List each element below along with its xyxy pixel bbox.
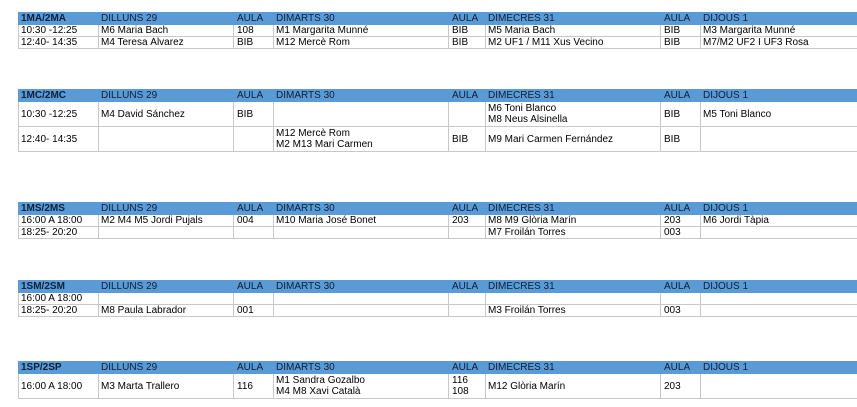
cell-line: M3 Froilán Torres bbox=[488, 305, 566, 316]
cell-line: M2 M4 M5 Jordi Pujals bbox=[101, 215, 203, 226]
cell-line: 108 bbox=[237, 25, 254, 36]
schedule-row bbox=[19, 25, 857, 37]
cell-line: 003 bbox=[664, 305, 681, 316]
aula-header: AULA bbox=[234, 90, 274, 102]
schedule-header-row bbox=[19, 362, 857, 374]
tuesday-aula-cell bbox=[449, 127, 486, 152]
schedule-row bbox=[19, 127, 857, 152]
cell-line: M8 Neus Alsinella bbox=[488, 114, 568, 125]
cell-line: M4 Teresa Álvarez bbox=[101, 37, 184, 48]
cell-line: M2 M13 Mari Carmen bbox=[276, 139, 373, 150]
monday-cell bbox=[99, 293, 234, 305]
tuesday-cell bbox=[274, 37, 449, 49]
cell-line: 116 bbox=[452, 375, 468, 386]
monday-cell bbox=[99, 305, 234, 317]
day-header: DIJOUS 1 bbox=[701, 281, 857, 293]
thursday-cell bbox=[701, 305, 857, 317]
monday-aula-cell bbox=[234, 293, 274, 305]
time-cell: 18:25- 20:20 bbox=[19, 227, 99, 239]
cell-line: 003 bbox=[664, 227, 681, 238]
time-cell: 12:40- 14:35 bbox=[19, 37, 99, 49]
time-cell: 16:00 A 18:00 bbox=[19, 374, 99, 399]
time-cell: 10:30 -12:25 bbox=[19, 102, 99, 127]
group-label: 1SM/2SM bbox=[19, 281, 99, 293]
tuesday-aula-cell bbox=[449, 227, 486, 239]
day-header: DIMARTS 30 bbox=[274, 13, 449, 25]
cell-line: M9 Mari Carmen Fernández bbox=[488, 133, 614, 145]
thursday-cell bbox=[701, 215, 857, 227]
time-cell: 16:00 A 18:00 bbox=[19, 293, 99, 305]
cell-line: M1 Margarita Munné bbox=[276, 25, 369, 36]
cell-line: M6 Jordi Tàpia bbox=[703, 215, 769, 226]
day-header: DIMECRES 31 bbox=[486, 203, 661, 215]
monday-cell bbox=[99, 37, 234, 49]
schedule-row bbox=[19, 37, 857, 49]
cell-line: BIB bbox=[664, 133, 681, 145]
wednesday-cell bbox=[486, 25, 661, 37]
tuesday-aula-cell bbox=[449, 37, 486, 49]
day-header: DILLUNS 29 bbox=[99, 13, 234, 25]
schedule-header-row bbox=[19, 281, 857, 293]
cell-line: M7/M2 UF2 I UF3 Rosa bbox=[703, 37, 809, 48]
wednesday-aula-cell bbox=[661, 374, 701, 399]
monday-aula-cell bbox=[234, 227, 274, 239]
group-label: 1SP/2SP bbox=[19, 362, 99, 374]
tuesday-cell bbox=[274, 102, 449, 127]
time-cell: 18:25- 20:20 bbox=[19, 305, 99, 317]
wednesday-aula-cell bbox=[661, 227, 701, 239]
cell-line: M4 David Sánchez bbox=[101, 108, 185, 120]
wednesday-aula-cell bbox=[661, 37, 701, 49]
cell-line: BIB bbox=[237, 37, 254, 48]
wednesday-cell bbox=[486, 215, 661, 227]
monday-cell bbox=[99, 227, 234, 239]
schedule-row bbox=[19, 374, 857, 399]
cell-line: M12 Mercè Rom bbox=[276, 128, 350, 139]
tuesday-aula-cell bbox=[449, 293, 486, 305]
cell-line: BIB bbox=[237, 108, 254, 120]
schedule-table-1ms-2ms bbox=[18, 202, 857, 239]
cell-line: 203 bbox=[664, 215, 681, 226]
day-header: DIJOUS 1 bbox=[701, 362, 857, 374]
day-header: DIMECRES 31 bbox=[486, 281, 661, 293]
day-header: DIJOUS 1 bbox=[701, 90, 857, 102]
cell-line: M4 M8 Xavi Català bbox=[276, 386, 361, 397]
day-header: DIMARTS 30 bbox=[274, 281, 449, 293]
aula-header: AULA bbox=[661, 281, 701, 293]
cell-line: 116 bbox=[237, 380, 253, 392]
tuesday-cell bbox=[274, 227, 449, 239]
monday-aula-cell bbox=[234, 25, 274, 37]
day-header: DIJOUS 1 bbox=[701, 203, 857, 215]
cell-line: M10 Maria José Bonet bbox=[276, 215, 377, 226]
schedule-header-row bbox=[19, 203, 857, 215]
monday-aula-cell bbox=[234, 374, 274, 399]
cell-line: BIB bbox=[664, 37, 681, 48]
monday-cell bbox=[99, 102, 234, 127]
thursday-cell bbox=[701, 227, 857, 239]
day-header: DIMARTS 30 bbox=[274, 90, 449, 102]
day-header: DIMECRES 31 bbox=[486, 362, 661, 374]
aula-header: AULA bbox=[449, 90, 486, 102]
day-header: DIJOUS 1 bbox=[701, 13, 857, 25]
wednesday-aula-cell bbox=[661, 305, 701, 317]
cell-line: M12 Glòria Marín bbox=[488, 380, 566, 392]
aula-header: AULA bbox=[234, 281, 274, 293]
wednesday-cell bbox=[486, 305, 661, 317]
wednesday-aula-cell bbox=[661, 127, 701, 152]
schedule-row bbox=[19, 227, 857, 239]
day-header: DILLUNS 29 bbox=[99, 362, 234, 374]
aula-header: AULA bbox=[661, 90, 701, 102]
cell-line: M1 Sandra Gozalbo bbox=[276, 375, 365, 386]
day-header: DIMARTS 30 bbox=[274, 203, 449, 215]
wednesday-aula-cell bbox=[661, 215, 701, 227]
monday-aula-cell bbox=[234, 127, 274, 152]
monday-cell bbox=[99, 127, 234, 152]
cell-line: 203 bbox=[664, 380, 681, 392]
cell-line: 203 bbox=[452, 215, 469, 226]
cell-line: M3 Marta Trallero bbox=[101, 380, 180, 392]
schedule-row bbox=[19, 293, 857, 305]
monday-aula-cell bbox=[234, 37, 274, 49]
thursday-cell bbox=[701, 25, 857, 37]
monday-cell bbox=[99, 374, 234, 399]
cell-line: BIB bbox=[664, 25, 681, 36]
tuesday-cell bbox=[274, 305, 449, 317]
group-label: 1MC/2MC bbox=[19, 90, 99, 102]
schedule-table-1mc-2mc bbox=[18, 89, 857, 152]
cell-line: M6 Toni Blanco bbox=[488, 103, 557, 114]
cell-line: BIB bbox=[664, 108, 681, 120]
cell-line: M2 UF1 / M11 Xus Vecino bbox=[488, 37, 604, 48]
schedule-table-1ma-2ma bbox=[18, 12, 857, 49]
cell-line: 108 bbox=[452, 386, 469, 397]
group-label: 1MS/2MS bbox=[19, 203, 99, 215]
tuesday-cell bbox=[274, 293, 449, 305]
aula-header: AULA bbox=[661, 362, 701, 374]
group-label: 1MA/2MA bbox=[19, 13, 99, 25]
wednesday-cell bbox=[486, 227, 661, 239]
aula-header: AULA bbox=[449, 362, 486, 374]
thursday-cell bbox=[701, 102, 857, 127]
aula-header: AULA bbox=[449, 281, 486, 293]
monday-cell bbox=[99, 215, 234, 227]
time-cell: 12:40- 14:35 bbox=[19, 127, 99, 152]
aula-header: AULA bbox=[234, 13, 274, 25]
thursday-cell bbox=[701, 374, 857, 399]
tuesday-aula-cell bbox=[449, 374, 486, 399]
tuesday-aula-cell bbox=[449, 25, 486, 37]
day-header: DILLUNS 29 bbox=[99, 203, 234, 215]
aula-header: AULA bbox=[661, 13, 701, 25]
schedule-row bbox=[19, 102, 857, 127]
monday-cell bbox=[99, 25, 234, 37]
day-header: DIMECRES 31 bbox=[486, 90, 661, 102]
day-header: DIMECRES 31 bbox=[486, 13, 661, 25]
tuesday-cell bbox=[274, 374, 449, 399]
tuesday-cell bbox=[274, 127, 449, 152]
cell-line: M7 Froilán Torres bbox=[488, 227, 566, 238]
day-header: DIMARTS 30 bbox=[274, 362, 449, 374]
wednesday-aula-cell bbox=[661, 102, 701, 127]
tuesday-aula-cell bbox=[449, 102, 486, 127]
aula-header: AULA bbox=[449, 203, 486, 215]
monday-aula-cell bbox=[234, 215, 274, 227]
day-header: DILLUNS 29 bbox=[99, 90, 234, 102]
tuesday-aula-cell bbox=[449, 215, 486, 227]
aula-header: AULA bbox=[234, 203, 274, 215]
cell-line: M8 Paula Labrador bbox=[101, 305, 187, 316]
wednesday-cell bbox=[486, 102, 661, 127]
wednesday-aula-cell bbox=[661, 293, 701, 305]
cell-line: 001 bbox=[237, 305, 254, 316]
thursday-cell bbox=[701, 293, 857, 305]
cell-line: 004 bbox=[237, 215, 254, 226]
cell-line: BIB bbox=[452, 133, 469, 145]
thursday-cell bbox=[701, 127, 857, 152]
schedule-header-row bbox=[19, 13, 857, 25]
wednesday-cell bbox=[486, 293, 661, 305]
time-cell: 16:00 A 18:00 bbox=[19, 215, 99, 227]
schedule-row bbox=[19, 305, 857, 317]
schedule-table-1sm-2sm bbox=[18, 280, 857, 317]
cell-line: M8 M9 Glòria Marín bbox=[488, 215, 577, 226]
schedule-table-1sp-2sp bbox=[18, 361, 857, 399]
aula-header: AULA bbox=[234, 362, 274, 374]
cell-line: M5 Toni Blanco bbox=[703, 108, 772, 120]
cell-line: M6 Maria Bach bbox=[101, 25, 169, 36]
cell-line: BIB bbox=[452, 37, 469, 48]
cell-line: M5 Maria Bach bbox=[488, 25, 556, 36]
day-header: DILLUNS 29 bbox=[99, 281, 234, 293]
monday-aula-cell bbox=[234, 102, 274, 127]
thursday-cell bbox=[701, 37, 857, 49]
aula-header: AULA bbox=[449, 13, 486, 25]
schedule-header-row bbox=[19, 90, 857, 102]
cell-line: M12 Mercè Rom bbox=[276, 37, 350, 48]
tuesday-cell bbox=[274, 25, 449, 37]
wednesday-cell bbox=[486, 37, 661, 49]
monday-aula-cell bbox=[234, 305, 274, 317]
wednesday-cell bbox=[486, 127, 661, 152]
wednesday-cell bbox=[486, 374, 661, 399]
wednesday-aula-cell bbox=[661, 25, 701, 37]
tuesday-aula-cell bbox=[449, 305, 486, 317]
time-cell: 10:30 -12:25 bbox=[19, 25, 99, 37]
cell-line: M3 Margarita Munné bbox=[703, 25, 796, 36]
aula-header: AULA bbox=[661, 203, 701, 215]
cell-line: BIB bbox=[452, 25, 469, 36]
schedule-row bbox=[19, 215, 857, 227]
tuesday-cell bbox=[274, 215, 449, 227]
